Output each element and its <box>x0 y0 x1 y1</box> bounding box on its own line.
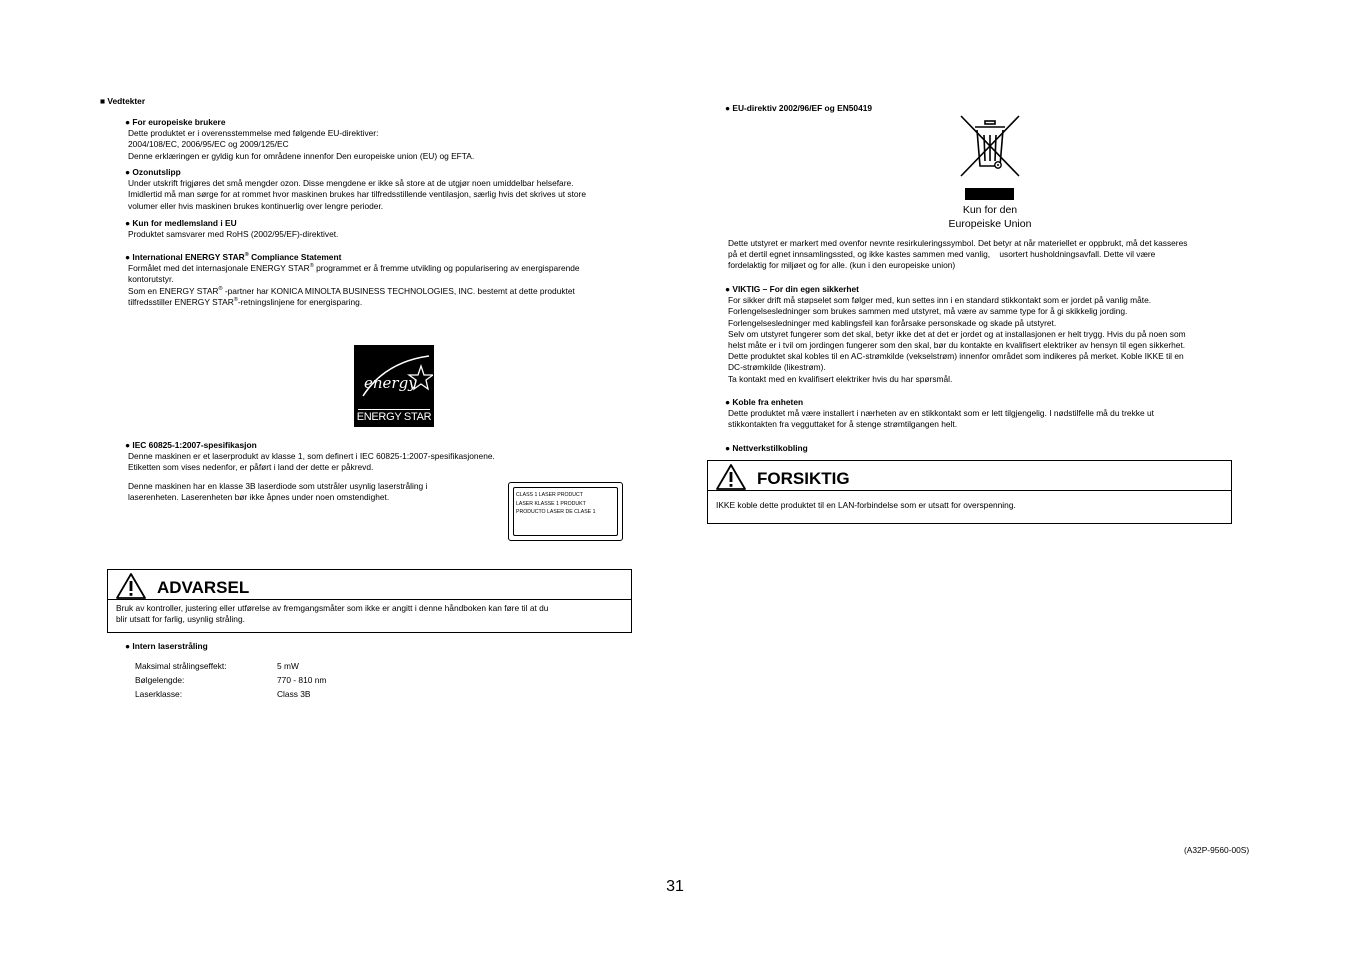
energy-star-logo-icon <box>355 346 433 406</box>
eu-users-heading: ● For europeiske brukere <box>125 117 226 127</box>
safety-section <box>725 284 1186 385</box>
table-row <box>135 675 326 689</box>
caution-body <box>708 491 1231 514</box>
eu-members-heading: ● Kun for medlemsland i EU <box>125 218 237 228</box>
iec-line: Etiketten som vises nedenfor, er påført i land der dette er påkrevd. <box>128 462 374 473</box>
ozone-line: Imidlertid må man sørge for at rommet hvor maskinen brukes har tilfredsstillende ventilasjon, særlig hvis det skrives ut store <box>128 189 587 200</box>
spec-label: Laserklasse: <box>135 689 183 699</box>
caution-box <box>707 460 1232 524</box>
page-number: 31 <box>666 878 684 895</box>
caution-title: FORSIKTIG <box>757 469 850 488</box>
ozone-section <box>125 167 586 212</box>
laser-spec-table <box>135 661 326 703</box>
caution-icon <box>715 463 747 491</box>
warning-body <box>108 600 631 628</box>
ozone-line: Under utskrift frigjøres det små mengder ozon. Disse mengdene er ikke så store at de utgjør noen umiddelbar helsefare. <box>128 178 574 189</box>
iec-heading: ● IEC 60825-1:2007-spesifikasjon <box>125 440 257 450</box>
laser-radiation-heading: ● Intern laserstråling <box>125 641 208 651</box>
safety-line: Ta kontakt med en kvalifisert elektriker hvis du har spørsmål. <box>728 373 953 384</box>
section-heading: ■ Vedtekter <box>100 96 146 106</box>
safety-line: For sikker drift må støpselet som følger med, kun settes inn i en standard stikkontakt som er jordet på vanlig måte. <box>728 295 1152 306</box>
warning-line: Bruk av kontroller, justering eller utførelse av fremgangsmåter som ikke er angitt i denne håndboken kan føre til at du <box>116 603 549 613</box>
eu-members-section <box>125 218 338 240</box>
document-code: (A32P-9560-00S) <box>1184 845 1250 855</box>
disconnect-heading: ● Koble fra enheten <box>725 397 804 407</box>
iec-line: Denne maskinen er et laserprodukt av klasse 1, som definert i IEC 60825-1:2007-spesifikasjonene. <box>128 451 495 462</box>
weee-caption: Kun for den Europeiske Union <box>948 204 1032 230</box>
eu-members-line: Produktet samsvarer med RoHS (2002/95/EF)-direktivet. <box>128 229 339 240</box>
table-row <box>135 661 326 675</box>
laser-class-label-text: CLASS 1 LASER PRODUCT LASER KLASSE 1 PRODUKT PRODUCTO LASER DE CLASE 1 <box>516 492 596 516</box>
laser-class-label <box>508 482 623 541</box>
energy-star-line: Som en ENERGY STAR® -partner har KONICA MINOLTA BUSINESS TECHNOLOGIES, INC. bestemt at dette produktet <box>128 285 575 296</box>
safety-line: DC-strømkilde (likestrøm). <box>728 362 826 373</box>
energy-star-line: Formålet med det internasjonale ENERGY STAR® programmet er å fremme utvikling og popularisering av energisparende <box>128 263 580 274</box>
safety-line: Forlengelsesledninger som brukes sammen med utstyret, må være av samme type for å gi skikkelig jording. <box>728 306 1128 317</box>
warning-header <box>108 570 631 600</box>
safety-line: Selv om utstyret fungerer som det skal, betyr ikke det at det er jordet og at installasjonen er helt trygg. Hvis du på noen som <box>728 328 1186 339</box>
eu-users-section <box>125 117 474 162</box>
crossed-bin-icon <box>959 114 1021 204</box>
table-row <box>135 689 326 703</box>
warning-line: blir utsatt for farlig, usynlig stråling. <box>116 614 245 625</box>
eu-users-line: 2004/108/EC, 2006/95/EC og 2009/125/EC <box>128 139 289 150</box>
caution-header <box>708 461 1231 491</box>
iec-laser-diode-text <box>128 481 427 503</box>
iec-line: Denne maskinen har en klasse 3B laserdiode som utstråler usynlig laserstråling i <box>128 481 428 491</box>
warning-title: ADVARSEL <box>157 578 250 597</box>
warning-box <box>107 569 632 633</box>
energy-star-heading: ● International ENERGY STAR® Compliance Statement <box>125 252 342 262</box>
spec-label: Maksimal strålingseffekt: <box>135 661 227 671</box>
ozone-heading: ● Ozonutslipp <box>125 167 181 177</box>
svg-text:energy: energy <box>364 374 417 392</box>
disconnect-section <box>725 397 1154 431</box>
energy-star-logo <box>354 345 434 427</box>
spec-value: Class 3B <box>277 689 311 699</box>
eu-users-line: Dette produktet er i overensstemmelse med følgende EU-direktiver: <box>128 128 379 139</box>
weee-line: fordelaktig for miljøet og for alle. (kun i den europeiske union) <box>728 260 956 271</box>
energy-star-logo-caption: ENERGY STAR <box>356 411 432 423</box>
energy-star-line: tilfredsstiller ENERGY STAR®-retningslinjene for energisparing. <box>128 296 363 307</box>
weee-heading: ● EU-direktiv 2002/96/EF og EN50419 <box>725 103 873 113</box>
spec-value: 5 mW <box>277 661 299 671</box>
weee-line: på et dertil egnet innsamlingssted, og ikke kastes sammen med vanlig, usortert husholdningsavfall. Dette vil være <box>728 249 1156 260</box>
weee-text <box>728 238 1187 272</box>
network-heading: ● Nettverkstilkobling <box>725 443 808 453</box>
safety-heading: ● VIKTIG – For din egen sikkerhet <box>725 284 859 294</box>
iec-section <box>125 440 495 474</box>
spec-label: Bølgelengde: <box>135 675 185 685</box>
safety-line: Forlengelsesledninger med kablingsfeil kan forårsake personskade og skade på utstyret. <box>728 317 1057 328</box>
safety-line: helst måte er i tvil om jordingen fungerer som den skal, bør du kontakte en kvalifisert elektriker av hensyn til egen sikkerhet. <box>728 340 1186 351</box>
ozone-line: volumer eller hvis maskinen brukes kontinuerlig over lengre perioder. <box>128 200 384 211</box>
eu-users-line: Denne erklæringen er gyldig kun for områdene innenfor Den europeiske union (EU) og EFTA. <box>128 150 475 161</box>
weee-line: Dette utstyret er markert med ovenfor nevnte resirkuleringssymbol. Det betyr at når materiellet er oppbrukt, må det kasseres <box>728 238 1188 248</box>
disconnect-line: stikkontakten fra vegguttaket for å stenge strømtilgangen helt. <box>728 419 958 430</box>
safety-line: Dette produktet skal kobles til en AC-strømkilde (vekselstrøm) innenfor området som indikeres på merket. Koble IKKE til en <box>728 351 1184 362</box>
spec-value: 770 - 810 nm <box>277 675 327 685</box>
energy-star-section <box>125 252 580 308</box>
warning-icon <box>115 572 147 600</box>
energy-star-line: kontorutstyr. <box>128 274 174 285</box>
iec-line: laserenheten. Laserenheten bør ikke åpnes under noen omstendighet. <box>128 492 390 503</box>
caution-line: IKKE koble dette produktet til en LAN-forbindelse som er utsatt for overspenning. <box>716 500 1016 510</box>
disconnect-line: Dette produktet må være installert i nærheten av en stikkontakt som er lett tilgjengelig. I nødstilfelle må du trekke ut <box>728 408 1154 419</box>
